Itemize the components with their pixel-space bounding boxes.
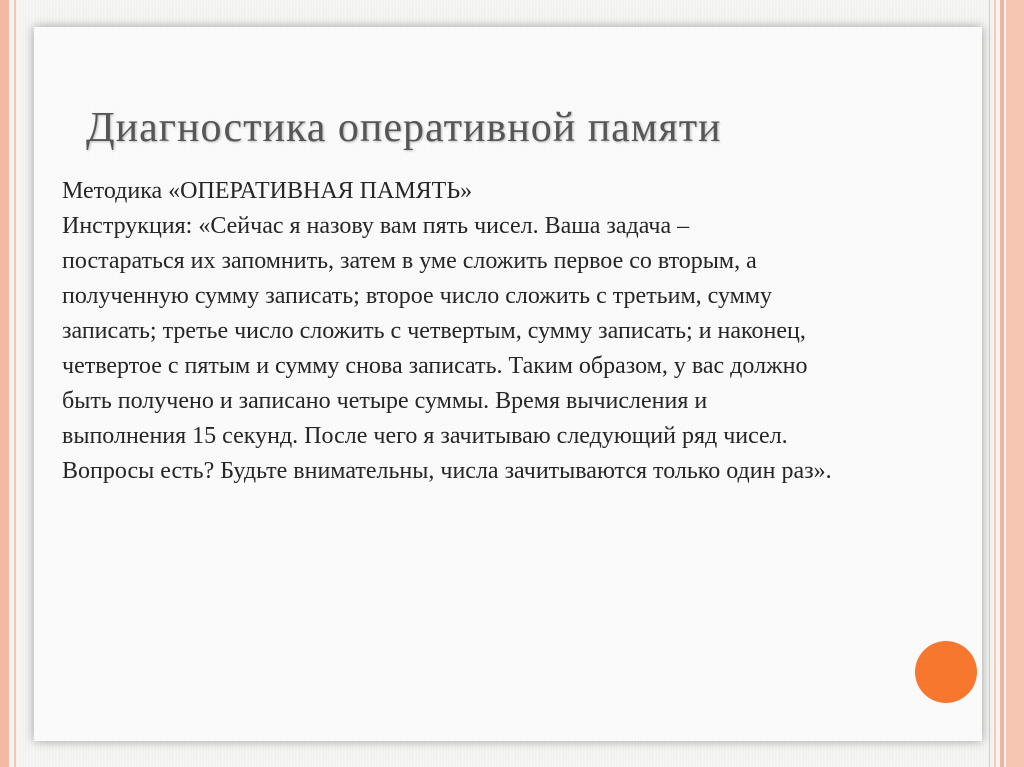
left-decorative-stripe — [0, 0, 9, 767]
paragraph-body: четвертое с пятым и сумму снова записать. Таким образом, у вас должно — [62, 353, 808, 379]
slide-title: Диагностика оперативной памяти — [86, 105, 722, 151]
paragraph-instruction: Инструкция: «Сейчас я назову вам пять чисел. Ваша задача – — [62, 213, 690, 239]
paragraph-questions: Вопросы есть? Будьте внимательны, числа зачитываются только один раз». — [62, 458, 832, 484]
paragraph-body: постараться их запомнить, затем в уме сложить первое со вторым, а — [62, 248, 757, 274]
right-decorative-line — [994, 0, 996, 767]
right-decorative-line — [989, 0, 990, 767]
right-decorative-line — [1000, 0, 1004, 767]
paragraph-body: записать; третье число сложить с четвертым, сумму записать; и наконец, — [62, 318, 806, 344]
paragraph-body: выполнения 15 секунд. После чего я зачитываю следующий ряд чисел. — [62, 423, 788, 449]
orange-circle-decoration — [915, 641, 977, 703]
slide-body — [62, 178, 892, 493]
paragraph-body: быть получено и записано четыре суммы. Время вычисления и — [62, 388, 708, 414]
paragraph-body: полученную сумму записать; второе число сложить с третьим, сумму — [62, 283, 773, 309]
paragraph-method: Методика «ОПЕРАТИВНАЯ ПАМЯТЬ» — [62, 178, 473, 204]
left-decorative-line — [14, 0, 16, 767]
right-decorative-stripe — [1006, 0, 1024, 767]
